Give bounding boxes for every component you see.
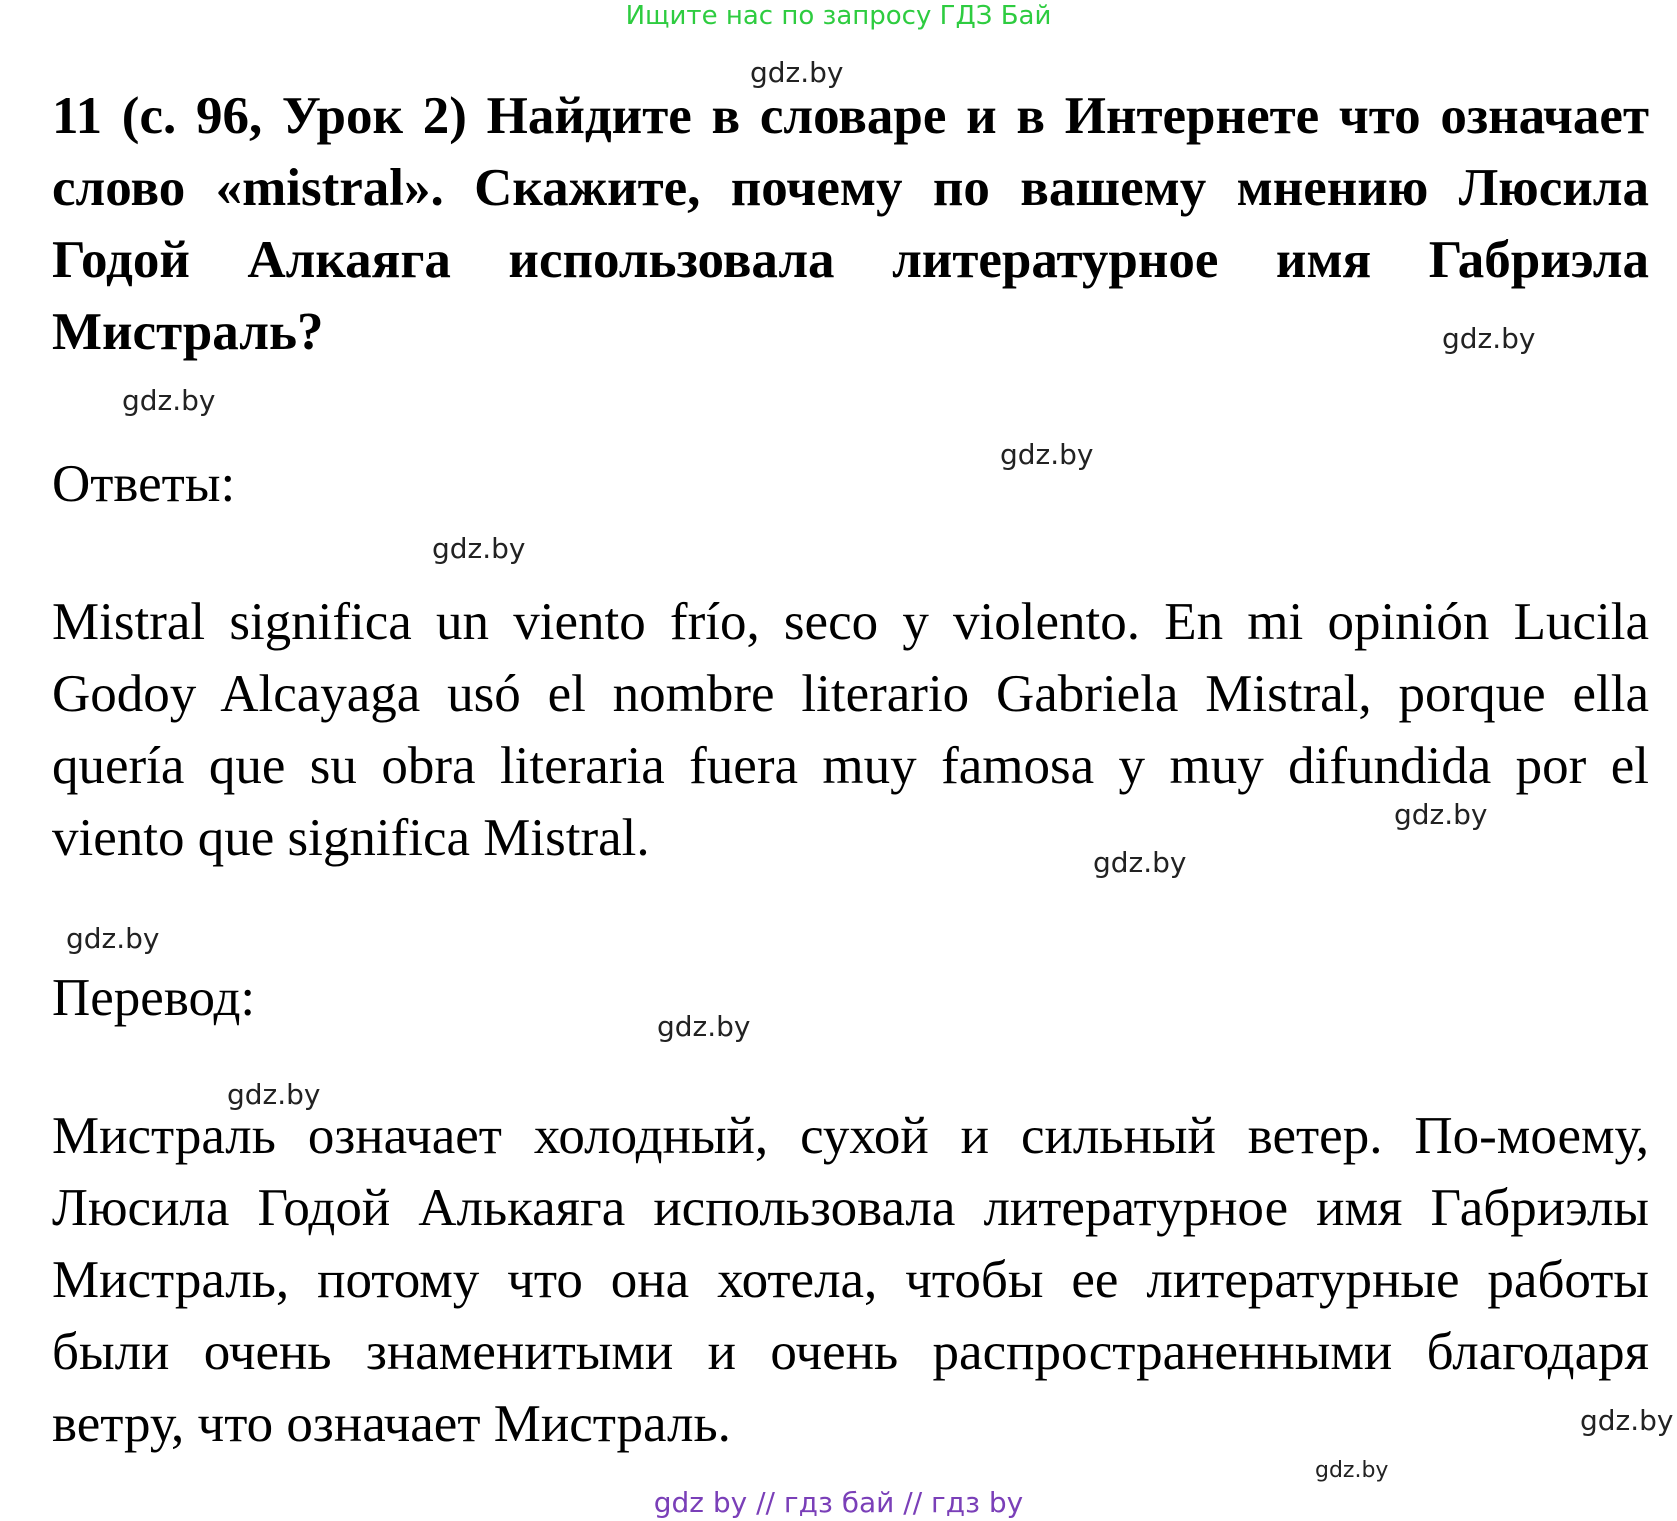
document-body — [52, 80, 1649, 1460]
watermark: gdz.by — [122, 384, 216, 417]
answer-text: Mistral significa un viento frío, seco y violento. En mi opinión Lucila Godoy Alcayaga usó el nombre literario Gabriela Mistral, porque ella quería que su obra literaria fuera muy famosa y muy difundida por el viento que significa Mistral. — [52, 593, 1649, 867]
watermark: gdz.by — [1442, 322, 1536, 355]
footer-links: gdz by // гдз бай // гдз by — [653, 1486, 1024, 1519]
translation-label: Перевод: — [52, 969, 256, 1027]
task-text: 11 (с. 96, Урок 2) Найдите в словаре и в Интернете что означает слово «mistral». Скажите, почему по вашему мнению Люсила Годой Алкаяга использовала литературное имя Габриэла Мистраль? — [52, 87, 1649, 361]
watermark: gdz.by — [1394, 798, 1488, 831]
watermark: gdz.by — [1315, 1458, 1389, 1483]
watermark: gdz.by — [66, 922, 160, 955]
watermark: gdz.by — [227, 1078, 321, 1111]
watermark: gdz.by — [750, 56, 844, 89]
watermark: gdz.by — [1000, 438, 1094, 471]
watermark: gdz.by — [657, 1010, 751, 1043]
translation-text: Мистраль означает холодный, сухой и сильный ветер. По-моему, Люсила Годой Алькаяга использовала литературное имя Габриэлы Мистраль, потому что она хотела, чтобы ее литературные работы были очень знаменитыми и очень распространенными благодаря ветру, что означает Мистраль. — [52, 1107, 1649, 1453]
top-banner: Ищите нас по запросу ГДЗ Бай — [625, 1, 1052, 31]
watermark: gdz.by — [1093, 846, 1187, 879]
watermark: gdz.by — [1580, 1404, 1674, 1437]
answers-label: Ответы: — [52, 455, 236, 513]
watermark: gdz.by — [432, 532, 526, 565]
